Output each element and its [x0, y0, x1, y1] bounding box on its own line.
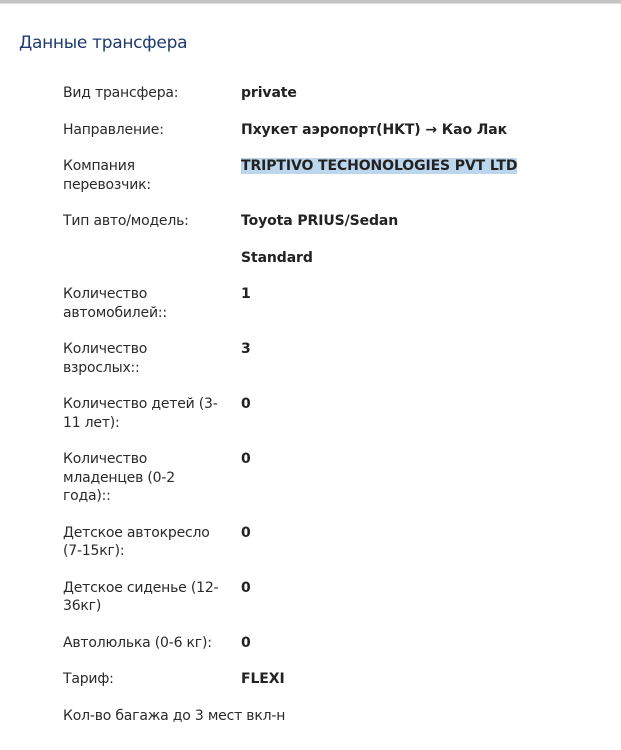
booster-seat-value: 0	[241, 579, 251, 596]
top-border	[0, 0, 621, 4]
row-adults-count	[63, 340, 583, 377]
infants-count-label: Количество младенцев (0-2 года)::	[63, 451, 175, 504]
adults-count-value: 3	[241, 341, 251, 357]
row-cars-count	[63, 285, 583, 322]
row-children-count	[63, 395, 583, 432]
row-car-class	[63, 249, 583, 268]
car-class-value: Standard	[241, 249, 313, 266]
row-luggage	[63, 707, 583, 726]
carrier-label: Компания перевозчик:	[63, 158, 151, 193]
cars-count-label: Количество автомобилей::	[63, 286, 167, 321]
car-model-label: Тип авто/модель:	[63, 213, 189, 229]
row-direction	[63, 121, 583, 140]
child-seat-label: Детское автокресло (7-15кг):	[63, 524, 210, 559]
row-booster-seat	[63, 579, 583, 616]
infant-carrier-label: Автолюлька (0-6 кг):	[63, 634, 212, 651]
carrier-value[interactable]	[241, 157, 517, 176]
booster-seat-label: Детское сиденье (12-36кг)	[63, 579, 219, 614]
transfer-type-value: private	[241, 85, 297, 101]
tariff-value: FLEXI	[241, 671, 285, 687]
child-seat-value: 0	[241, 524, 251, 541]
row-tariff	[63, 670, 583, 689]
direction-label: Направление:	[63, 121, 164, 138]
infants-count-value: 0	[241, 451, 251, 467]
row-child-seat	[63, 524, 583, 561]
carrier-value-selected-text[interactable]: TRIPTIVO TECHONOLOGIES PVT LTD	[241, 158, 518, 174]
row-infants-count	[63, 450, 583, 506]
children-count-label: Количество детей (3-11 лет):	[63, 396, 218, 431]
row-car-model	[63, 212, 583, 231]
section-title: Данные трансфера	[19, 33, 188, 53]
cars-count-value: 1	[241, 286, 251, 302]
adults-count-label: Количество взрослых::	[63, 341, 148, 376]
infant-carrier-value: 0	[241, 634, 251, 651]
luggage-note: Кол-во багажа до 3 мест вкл-н	[63, 707, 286, 724]
row-transfer-type	[63, 84, 583, 103]
row-infant-carrier	[63, 634, 583, 653]
transfer-details	[63, 84, 583, 743]
car-model-value: Toyota PRIUS/Sedan	[241, 213, 399, 229]
row-carrier	[63, 157, 583, 194]
transfer-type-label: Вид трансфера:	[63, 85, 179, 101]
direction-value: Пхукет аэропорт(HKT) → Као Лак	[241, 121, 508, 138]
tariff-label: Тариф:	[63, 671, 114, 687]
children-count-value: 0	[241, 396, 251, 412]
